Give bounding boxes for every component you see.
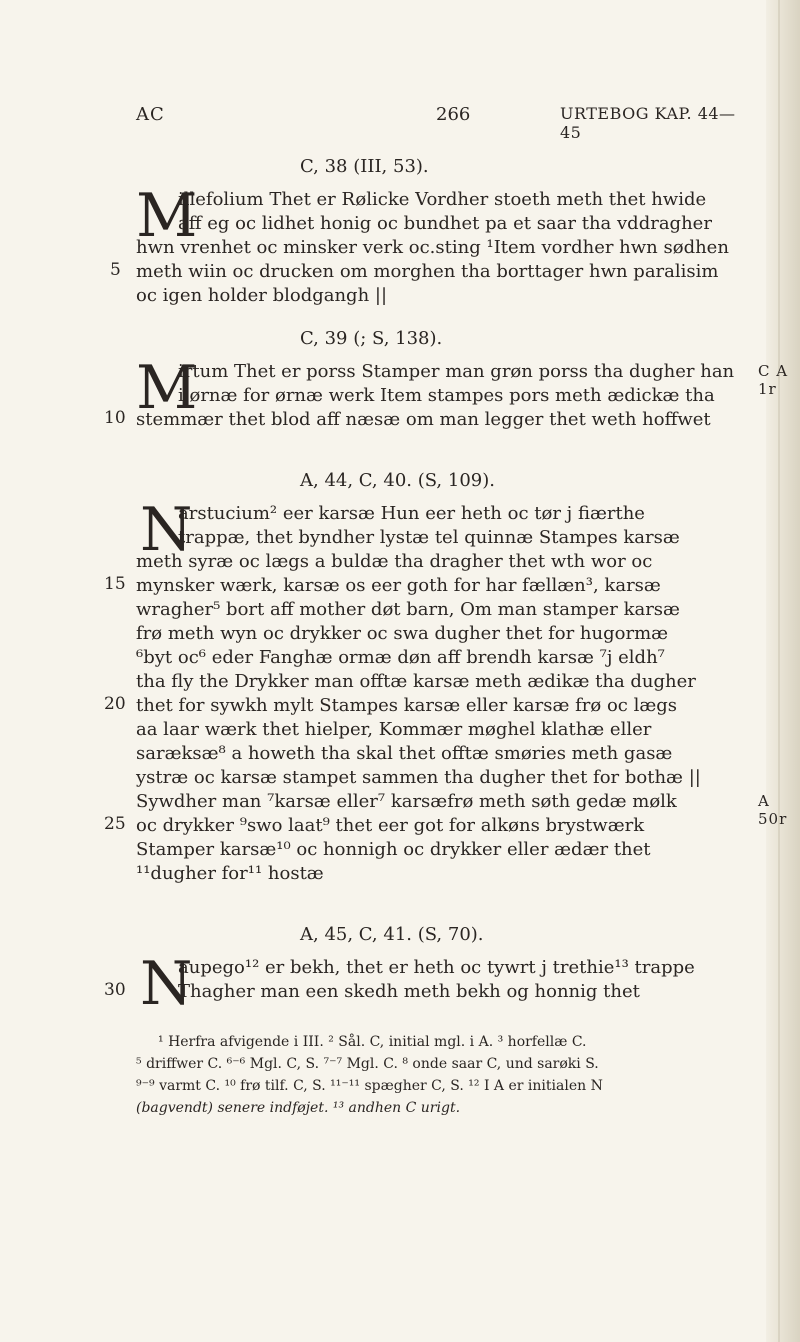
page-edge (766, 0, 800, 1342)
text-line: i ørnæ for ørnæ werk Item stampes pors meth ædickæ tha (178, 385, 715, 406)
line-number: 15 (104, 574, 126, 594)
line-number: 20 (104, 694, 126, 714)
footnote-line: (bagvendt) senere indføjet. ¹³ andhen C urigt. (136, 1100, 461, 1116)
text-line: tha fly the Drykker man offtæ karsæ meth ædikæ tha dugher (136, 671, 696, 692)
line-number: 5 (110, 260, 121, 280)
entry-heading: C, 38 (III, 53). (300, 156, 429, 177)
text-line: frø meth wyn oc drykker oc swa dugher thet for hugormæ (136, 623, 669, 644)
text-line: meth wiin oc drucken om morghen tha borttager hwn paralisim (136, 261, 719, 282)
binding-line (778, 0, 780, 1342)
text-line: irtum Thet er porss Stamper man grøn porss tha dugher han (178, 361, 735, 382)
entry-heading: C, 39 (; S, 138). (300, 328, 443, 349)
text-line: wragher⁵ bort aff mother døt barn, Om man stamper karsæ (136, 599, 680, 620)
text-line: illefolium Thet er Rølicke Vordher stoeth meth thet hwide (178, 189, 707, 210)
text-line: saræksæ⁸ a howeth tha skal thet offtæ smøries meth gasæ (136, 743, 673, 764)
text-line: thet for sywkh mylt Stampes karsæ eller karsæ frø oc lægs (136, 695, 678, 716)
drop-capital: N (140, 949, 193, 1019)
page-number: 266 (436, 104, 471, 125)
text-line: ⁶byt oc⁶ eder Fanghæ ormæ døn aff brendh karsæ ⁷j eldh⁷ (136, 647, 665, 668)
text-line: aa laar wærk thet hielper, Kommær møghel klathæ eller (136, 719, 652, 740)
text-line: trappæ, thet byndher lystæ tel quinnæ Stampes karsæ (178, 527, 680, 548)
text-line: oc igen holder blodgangh || (136, 285, 388, 306)
entry-heading: A, 44, C, 40. (S, 109). (300, 470, 495, 491)
footnote-line: ⁹⁻⁹ varmt C. ¹⁰ frø tilf. C, S. ¹¹⁻¹¹ spægher C, S. ¹² I A er initialen N (136, 1078, 603, 1094)
text-line: stemmær thet blod aff næsæ om man legger thet weth hoffwet (136, 409, 711, 430)
drop-capital: M (136, 181, 198, 251)
text-line: meth syræ oc lægs a buldæ tha dragher thet wth wor oc (136, 551, 653, 572)
running-head-left: AC (136, 104, 165, 125)
footnote-line: ¹ Herfra afvigende i III. ² Sål. C, initial mgl. i A. ³ horfellæ C. (158, 1034, 587, 1050)
running-head (136, 104, 736, 142)
drop-capital: N (140, 495, 193, 565)
text-line: arstucium² eer karsæ Hun eer heth oc tør j fiærthe (178, 503, 645, 524)
text-line: hwn vrenhet oc minsker verk oc.sting ¹Item vordher hwn sødhen (136, 237, 729, 258)
margin-note: C A 1r (758, 362, 789, 398)
entry-heading: A, 45, C, 41. (S, 70). (300, 924, 484, 945)
text-line: Stamper karsæ¹⁰ oc honnigh oc drykker eller ædær thet (136, 839, 651, 860)
text-line: ystræ oc karsæ stampet sammen tha dugher thet for bothæ || (136, 767, 701, 788)
drop-capital: M (136, 353, 198, 423)
margin-note: A 50r (758, 792, 788, 828)
running-head-right: URTEBOG KAP. 44—45 (560, 104, 736, 142)
text-line: mynsker wærk, karsæ os eer goth for har fællæn³, karsæ (136, 575, 661, 596)
text-line: Sywdher man ⁷karsæ eller⁷ karsæfrø meth søth gedæ mølk (136, 791, 677, 812)
text-line: aupego¹² er bekh, thet er heth oc tywrt j trethie¹³ trappe (178, 957, 695, 978)
line-number: 30 (104, 980, 126, 1000)
line-number: 10 (104, 408, 126, 428)
text-line: ¹¹dugher for¹¹ hostæ (136, 863, 324, 884)
line-number: 25 (104, 814, 126, 834)
text-line: oc drykker ⁹swo laat⁹ thet eer got for alkøns brystwærk (136, 815, 645, 836)
text-line: aff eg oc lidhet honig oc bundhet pa et saar tha vddragher (178, 213, 712, 234)
text-line: Thagher man een skedh meth bekh og honnig thet (178, 981, 640, 1002)
footnote-line: ⁵ driffwer C. ⁶⁻⁶ Mgl. C, S. ⁷⁻⁷ Mgl. C. ⁸ onde saar C, und sarøki S. (136, 1056, 599, 1072)
